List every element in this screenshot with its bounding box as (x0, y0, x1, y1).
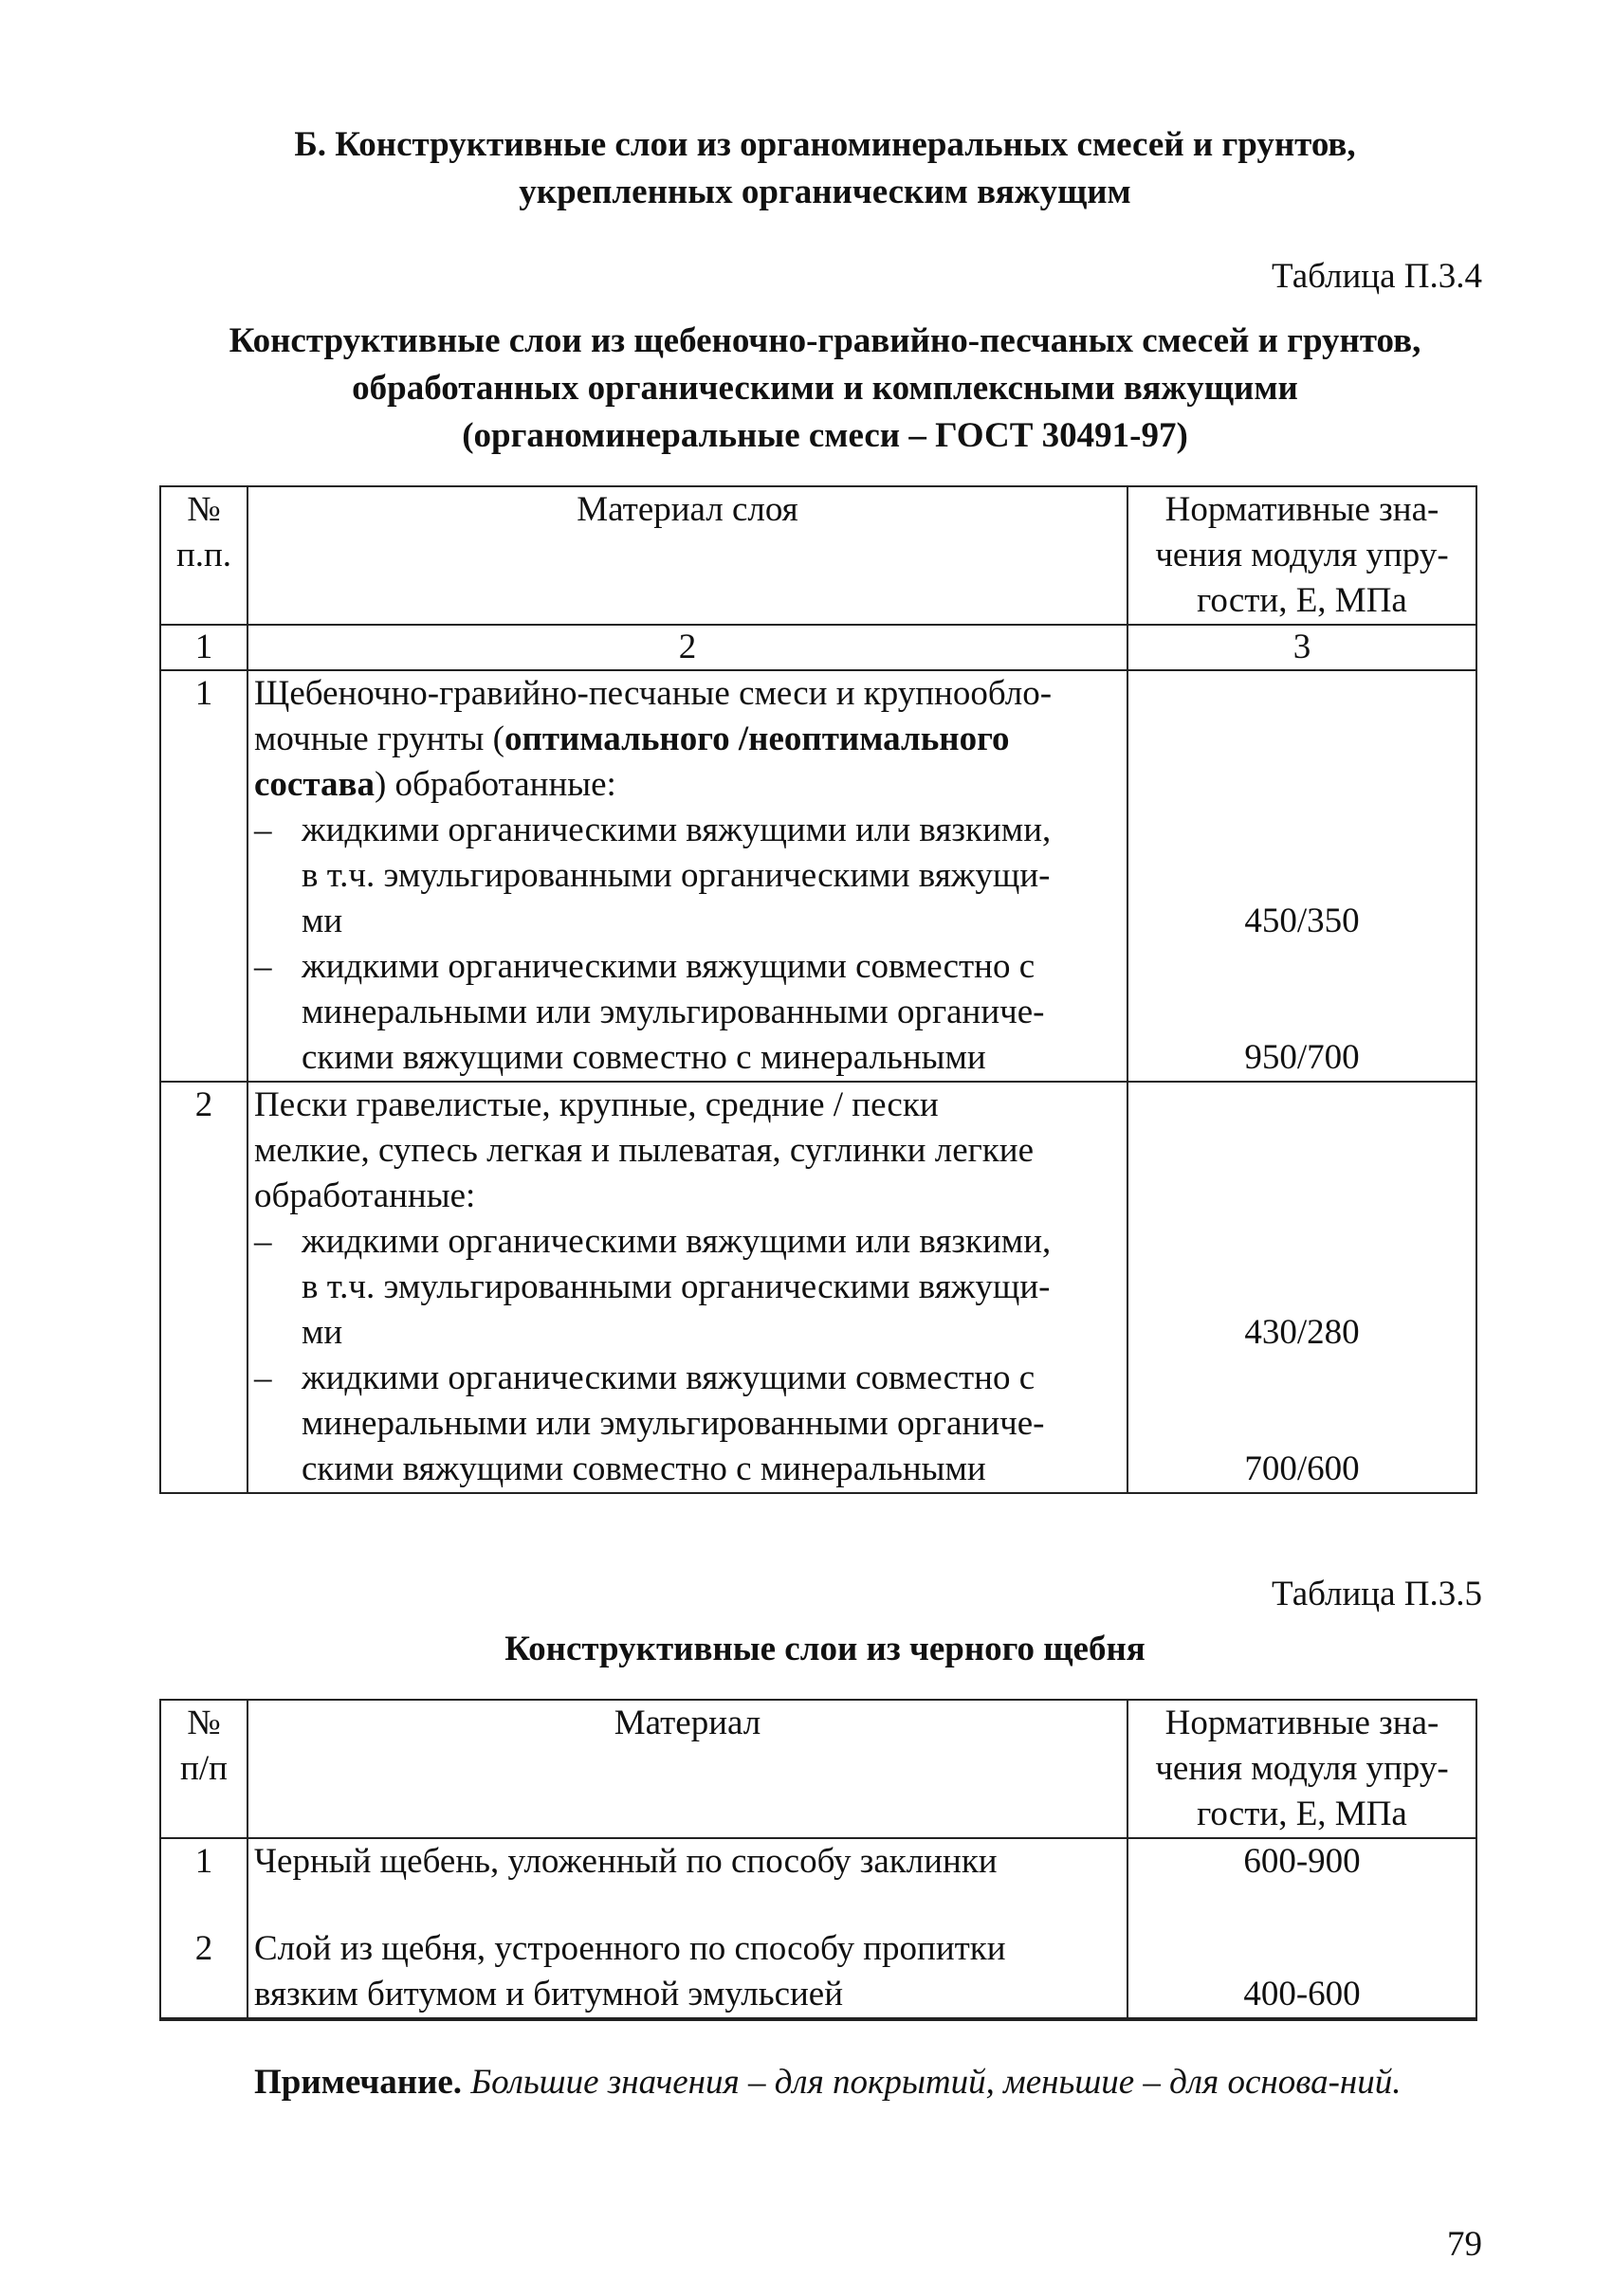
table-header-row (160, 486, 1476, 625)
table-row (160, 670, 1476, 1082)
row-material: Пески гравелистые, крупные, средние / пески мелкие, супесь легкая и пылеватая, суглинки легкие обработанные: – жидкими органическими вяжущими или вязкими, в т.ч. эмульгированными органическими вяжущи- ми – жидкими органическими вяжущими совместно с минеральными или эмульгированными органиче- скими вяжущими совместно с минеральными (247, 1082, 1127, 1493)
row-number: 2 (160, 1082, 247, 1493)
list-item: – жидкими органическими вяжущими или вязкими, в т.ч. эмульгированными органическими вяжущи- ми (254, 811, 1052, 940)
row-material: Черный щебень, уложенный по способу заклинки Слой из щебня, устроенного по способу пропитки вязким битумом и битумной эмульсией (247, 1838, 1127, 2018)
header-num: № п.п. (160, 486, 247, 625)
column-number: 1 (160, 625, 247, 670)
table-p35 (159, 1699, 1477, 2021)
header-material: Материал слоя (247, 486, 1127, 625)
row-values (1127, 1838, 1476, 2018)
note (161, 2055, 1479, 2110)
modulus-value: 600-900 (1243, 1842, 1361, 1881)
row-number: 1 (160, 670, 247, 1082)
table-row (160, 1838, 1476, 2018)
table-p34 (159, 485, 1477, 1494)
section-title: Б. Конструктивные слои из органоминеральных смесей и грунтов, укрепленных органическим вяжущим (294, 125, 1356, 211)
page-number: 79 (1447, 2225, 1482, 2264)
table-row (160, 1082, 1476, 1493)
header-modulus: Нормативные зна- чения модуля упру- гости, Е, МПа (1127, 1700, 1476, 1838)
column-number: 3 (1127, 625, 1476, 670)
note-text: Большие значения – для покрытий, меньшие – для основа-ний. (470, 2063, 1402, 2102)
column-number: 2 (247, 625, 1127, 670)
column-numbers-row (160, 625, 1476, 670)
table-header-row (160, 1700, 1476, 1838)
list-item: – жидкими органическими вяжущими совместно с минеральными или эмульгированными органиче- скими вяжущими совместно с минеральными (254, 1358, 1045, 1488)
table-p35-title: Конструктивные слои из черного щебня (504, 1630, 1146, 1668)
table-p34-title: Конструктивные слои из щебеночно-гравийно-песчаных смесей и грунтов, обработанных органическими и комплексными вяжущими (органоминеральные смеси – ГОСТ 30491-97) (229, 321, 1421, 455)
modulus-value: 950/700 (1244, 1038, 1360, 1077)
row-material: Щебеночно-гравийно-песчаные смеси и крупнообло- мочные грунты (оптимального /неоптимального состава) обработанные: – жидкими органическими вяжущими или вязкими, в т.ч. эмульгированными органическими вяжущи- ми – жидкими органическими вяжущими совместно с минеральными или эмульгированными органиче- скими вяжущими совместно с минеральными (247, 670, 1127, 1082)
modulus-value: 400-600 (1243, 1975, 1361, 2014)
table-p35-caption: Таблица П.3.5 (1272, 1575, 1482, 1613)
modulus-value: 450/350 (1244, 902, 1360, 940)
header-num: № п/п (160, 1700, 247, 1838)
list-item: – жидкими органическими вяжущими или вязкими, в т.ч. эмульгированными органическими вяжущи- ми (254, 1222, 1052, 1352)
note-label: Примечание. (254, 2063, 463, 2102)
row-values (1127, 670, 1476, 1082)
header-material: Материал (247, 1700, 1127, 1838)
row-values (1127, 1082, 1476, 1493)
header-modulus: Нормативные зна- чения модуля упру- гости, Е, МПа (1127, 486, 1476, 625)
modulus-value: 700/600 (1244, 1449, 1360, 1488)
row-number: 1 2 (160, 1838, 247, 2018)
modulus-value: 430/280 (1244, 1313, 1360, 1352)
table-p34-caption: Таблица П.3.4 (1272, 257, 1482, 296)
list-item: – жидкими органическими вяжущими совместно с минеральными или эмульгированными органиче- скими вяжущими совместно с минеральными (254, 947, 1045, 1077)
